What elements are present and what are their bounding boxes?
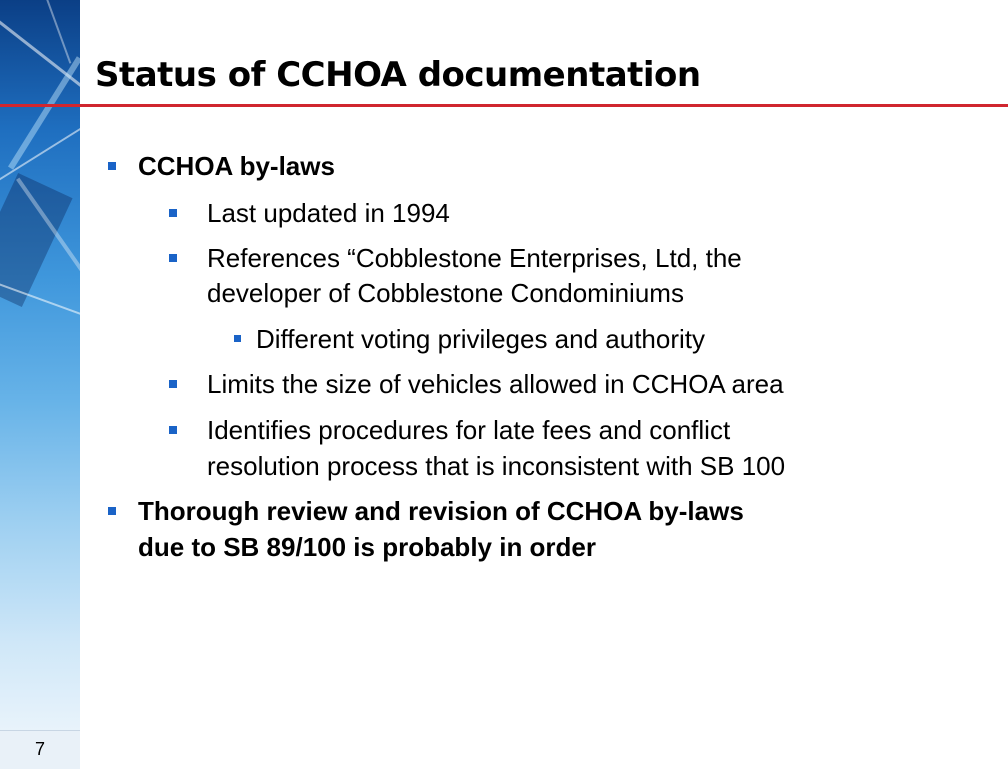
page-number: 7	[34, 739, 45, 759]
bullet-item	[207, 367, 784, 401]
bullet-text: Thorough review and revision of CCHOA by-laws	[138, 496, 744, 526]
bullet-text-continuation: resolution process that is inconsistent with SB 100	[207, 451, 786, 481]
bullet-item	[207, 413, 730, 447]
bullet-item	[207, 196, 450, 230]
square-bullet-icon	[108, 162, 116, 170]
bullet-text: CCHOA by-laws	[138, 151, 335, 181]
bullet-item	[138, 494, 744, 528]
decorative-side-strip	[0, 0, 80, 730]
bullet-text: Last updated in 1994	[207, 198, 450, 228]
page-number-box	[0, 730, 80, 769]
bullet-text: Identifies procedures for late fees and conflict	[207, 415, 731, 445]
square-bullet-icon	[169, 426, 177, 434]
bullet-item	[256, 322, 705, 356]
bullet-text: Limits the size of vehicles allowed in CCHOA area	[207, 369, 784, 399]
slide-title: Status of CCHOA documentation	[95, 55, 701, 95]
bullet-item	[207, 241, 742, 275]
bullet-text: Different voting privileges and authority	[256, 324, 705, 354]
square-bullet-icon	[108, 507, 116, 515]
square-bullet-icon	[169, 380, 177, 388]
square-bullet-icon	[169, 254, 177, 262]
bullet-text: References “Cobblestone Enterprises, Ltd, the	[207, 243, 742, 273]
square-bullet-icon	[234, 335, 241, 342]
bullet-text-continuation: developer of Cobblestone Condominiums	[207, 278, 684, 308]
bullet-item	[138, 149, 335, 183]
square-bullet-icon	[169, 209, 177, 217]
title-underline	[0, 104, 1008, 107]
bullet-text-continuation: due to SB 89/100 is probably in order	[138, 532, 597, 562]
